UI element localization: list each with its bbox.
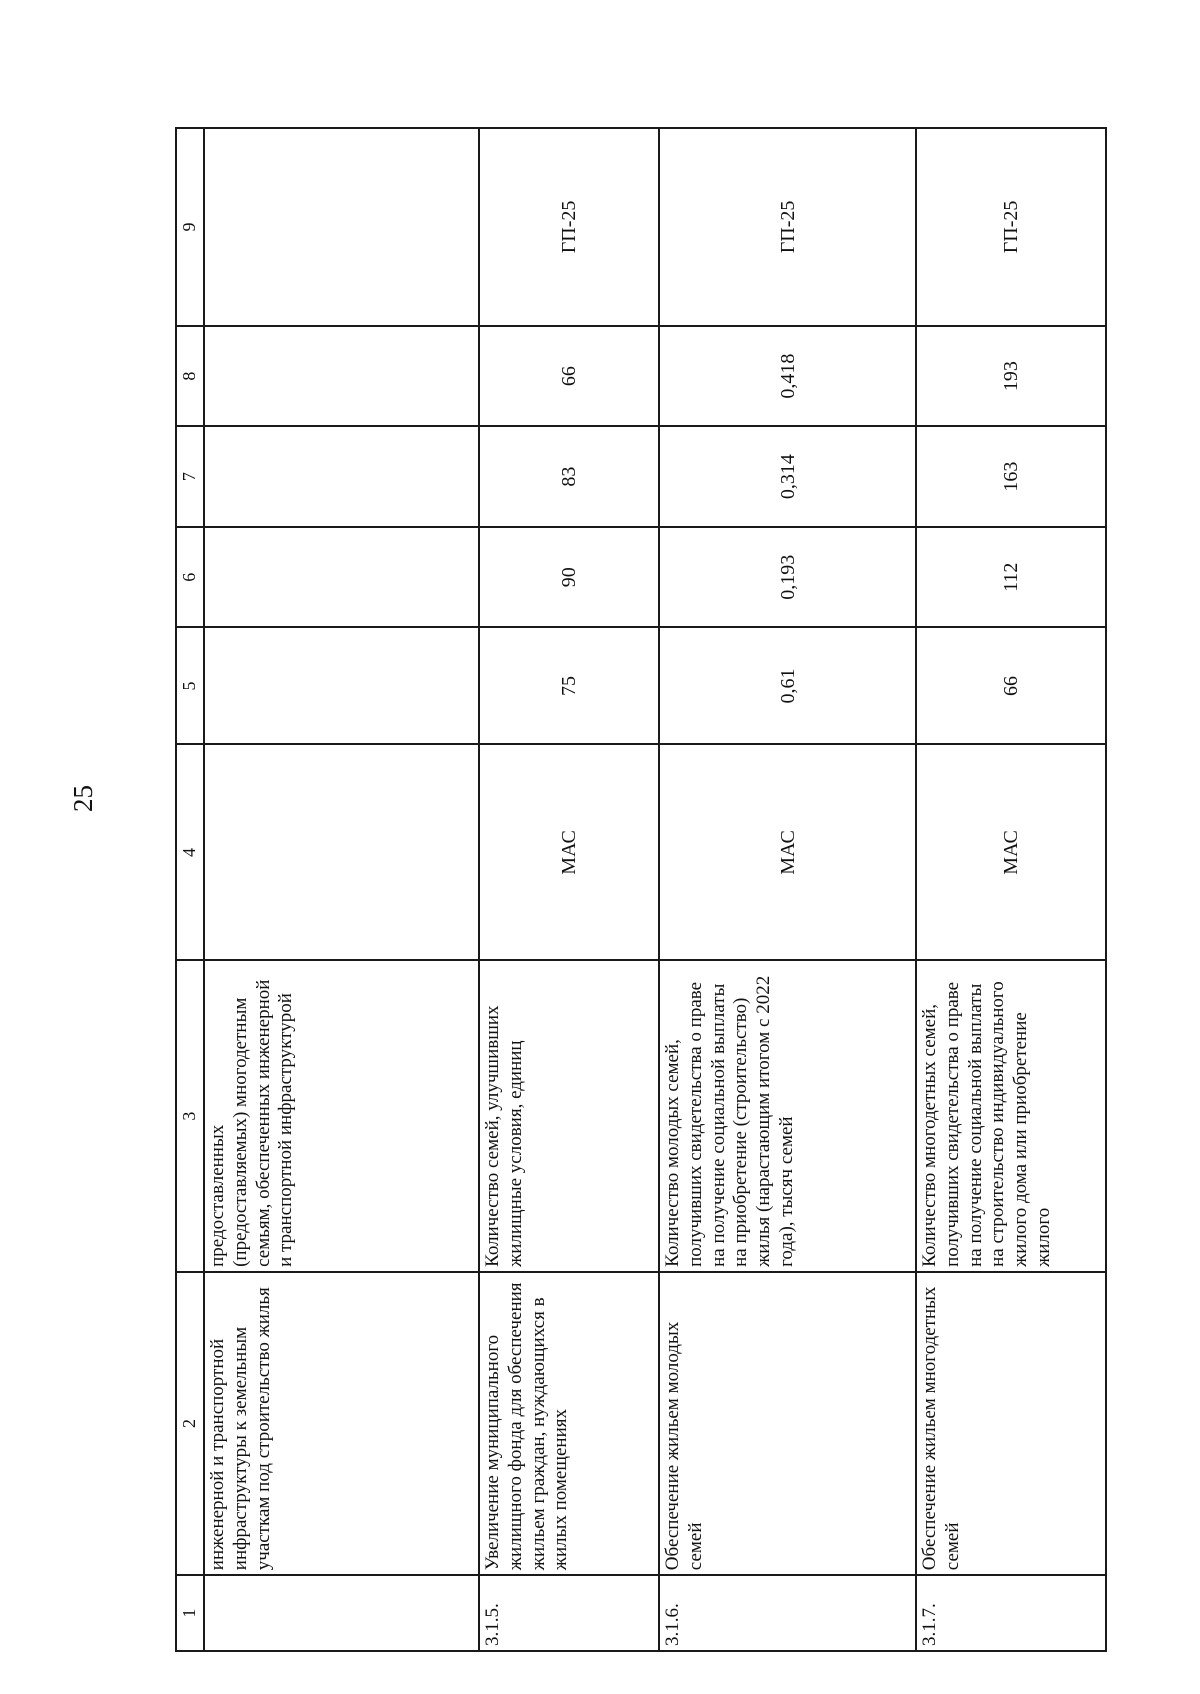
task-cell: инженерной и транспортной инфраструктуры к земельным участкам под строительство жилья	[204, 1272, 479, 1575]
column-header: 7	[176, 426, 204, 527]
value-cell	[204, 627, 479, 744]
column-header: 2	[176, 1272, 204, 1575]
value-cell	[204, 426, 479, 527]
row-number: 3.1.5.	[479, 1575, 659, 1651]
table-row	[479, 128, 659, 1651]
value-cell: 112	[916, 527, 1106, 628]
value-cell: 75	[479, 627, 659, 744]
program-cell: ГП-25	[916, 128, 1106, 326]
source-cell: МАС	[659, 744, 916, 960]
source-cell: МАС	[479, 744, 659, 960]
value-cell: 0,418	[659, 326, 916, 427]
source-cell: МАС	[916, 744, 1106, 960]
column-header: 9	[176, 128, 204, 326]
table-row	[659, 128, 916, 1651]
value-cell	[204, 527, 479, 628]
program-cell: ГП-25	[659, 128, 916, 326]
task-cell: Увеличение муниципального жилищного фонда для обеспечения жильем граждан, нуждающихся в жилых помещениях	[479, 1272, 659, 1575]
table-row	[204, 128, 479, 1651]
indicator-cell: Количество молодых семей, получивших свидетельства о праве на получение социальной выплаты на приобретение (строительство) жилья (нарастающим итогом с 2022 года), тысяч семей	[659, 960, 916, 1272]
value-cell: 193	[916, 326, 1106, 427]
value-cell: 0,61	[659, 627, 916, 744]
program-cell	[204, 128, 479, 326]
value-cell: 90	[479, 527, 659, 628]
program-cell: ГП-25	[479, 128, 659, 326]
table-row	[916, 128, 1106, 1651]
row-number	[204, 1575, 479, 1651]
value-cell: 0,314	[659, 426, 916, 527]
column-header: 8	[176, 326, 204, 427]
indicators-table	[175, 127, 1107, 1652]
column-header: 5	[176, 627, 204, 744]
rotated-table-frame	[175, 127, 1099, 1652]
value-cell	[204, 326, 479, 427]
column-header: 6	[176, 527, 204, 628]
indicator-cell: предоставленных (предоставляемых) многодетным семьям, обеспеченных инженерной и транспортной инфраструктурой	[204, 960, 479, 1272]
header-row	[176, 128, 204, 1651]
column-header: 3	[176, 960, 204, 1272]
value-cell: 0,193	[659, 527, 916, 628]
indicator-cell: Количество семей, улучшивших жилищные условия, единиц	[479, 960, 659, 1272]
column-header: 4	[176, 744, 204, 960]
task-cell: Обеспечение жильем многодетных семей	[916, 1272, 1106, 1575]
value-cell: 163	[916, 426, 1106, 527]
value-cell: 66	[916, 627, 1106, 744]
value-cell: 83	[479, 426, 659, 527]
task-cell: Обеспечение жильем молодых семей	[659, 1272, 916, 1575]
value-cell: 66	[479, 326, 659, 427]
source-cell	[204, 744, 479, 960]
row-number: 3.1.7.	[916, 1575, 1106, 1651]
indicator-cell: Количество многодетных семей, получивших свидетельства о праве на получение социальной выплаты на строительство индивидуального жилого дома или приобретение жилого	[916, 960, 1106, 1272]
column-header: 1	[176, 1575, 204, 1651]
row-number: 3.1.6.	[659, 1575, 916, 1651]
page-number: 25	[68, 785, 98, 812]
